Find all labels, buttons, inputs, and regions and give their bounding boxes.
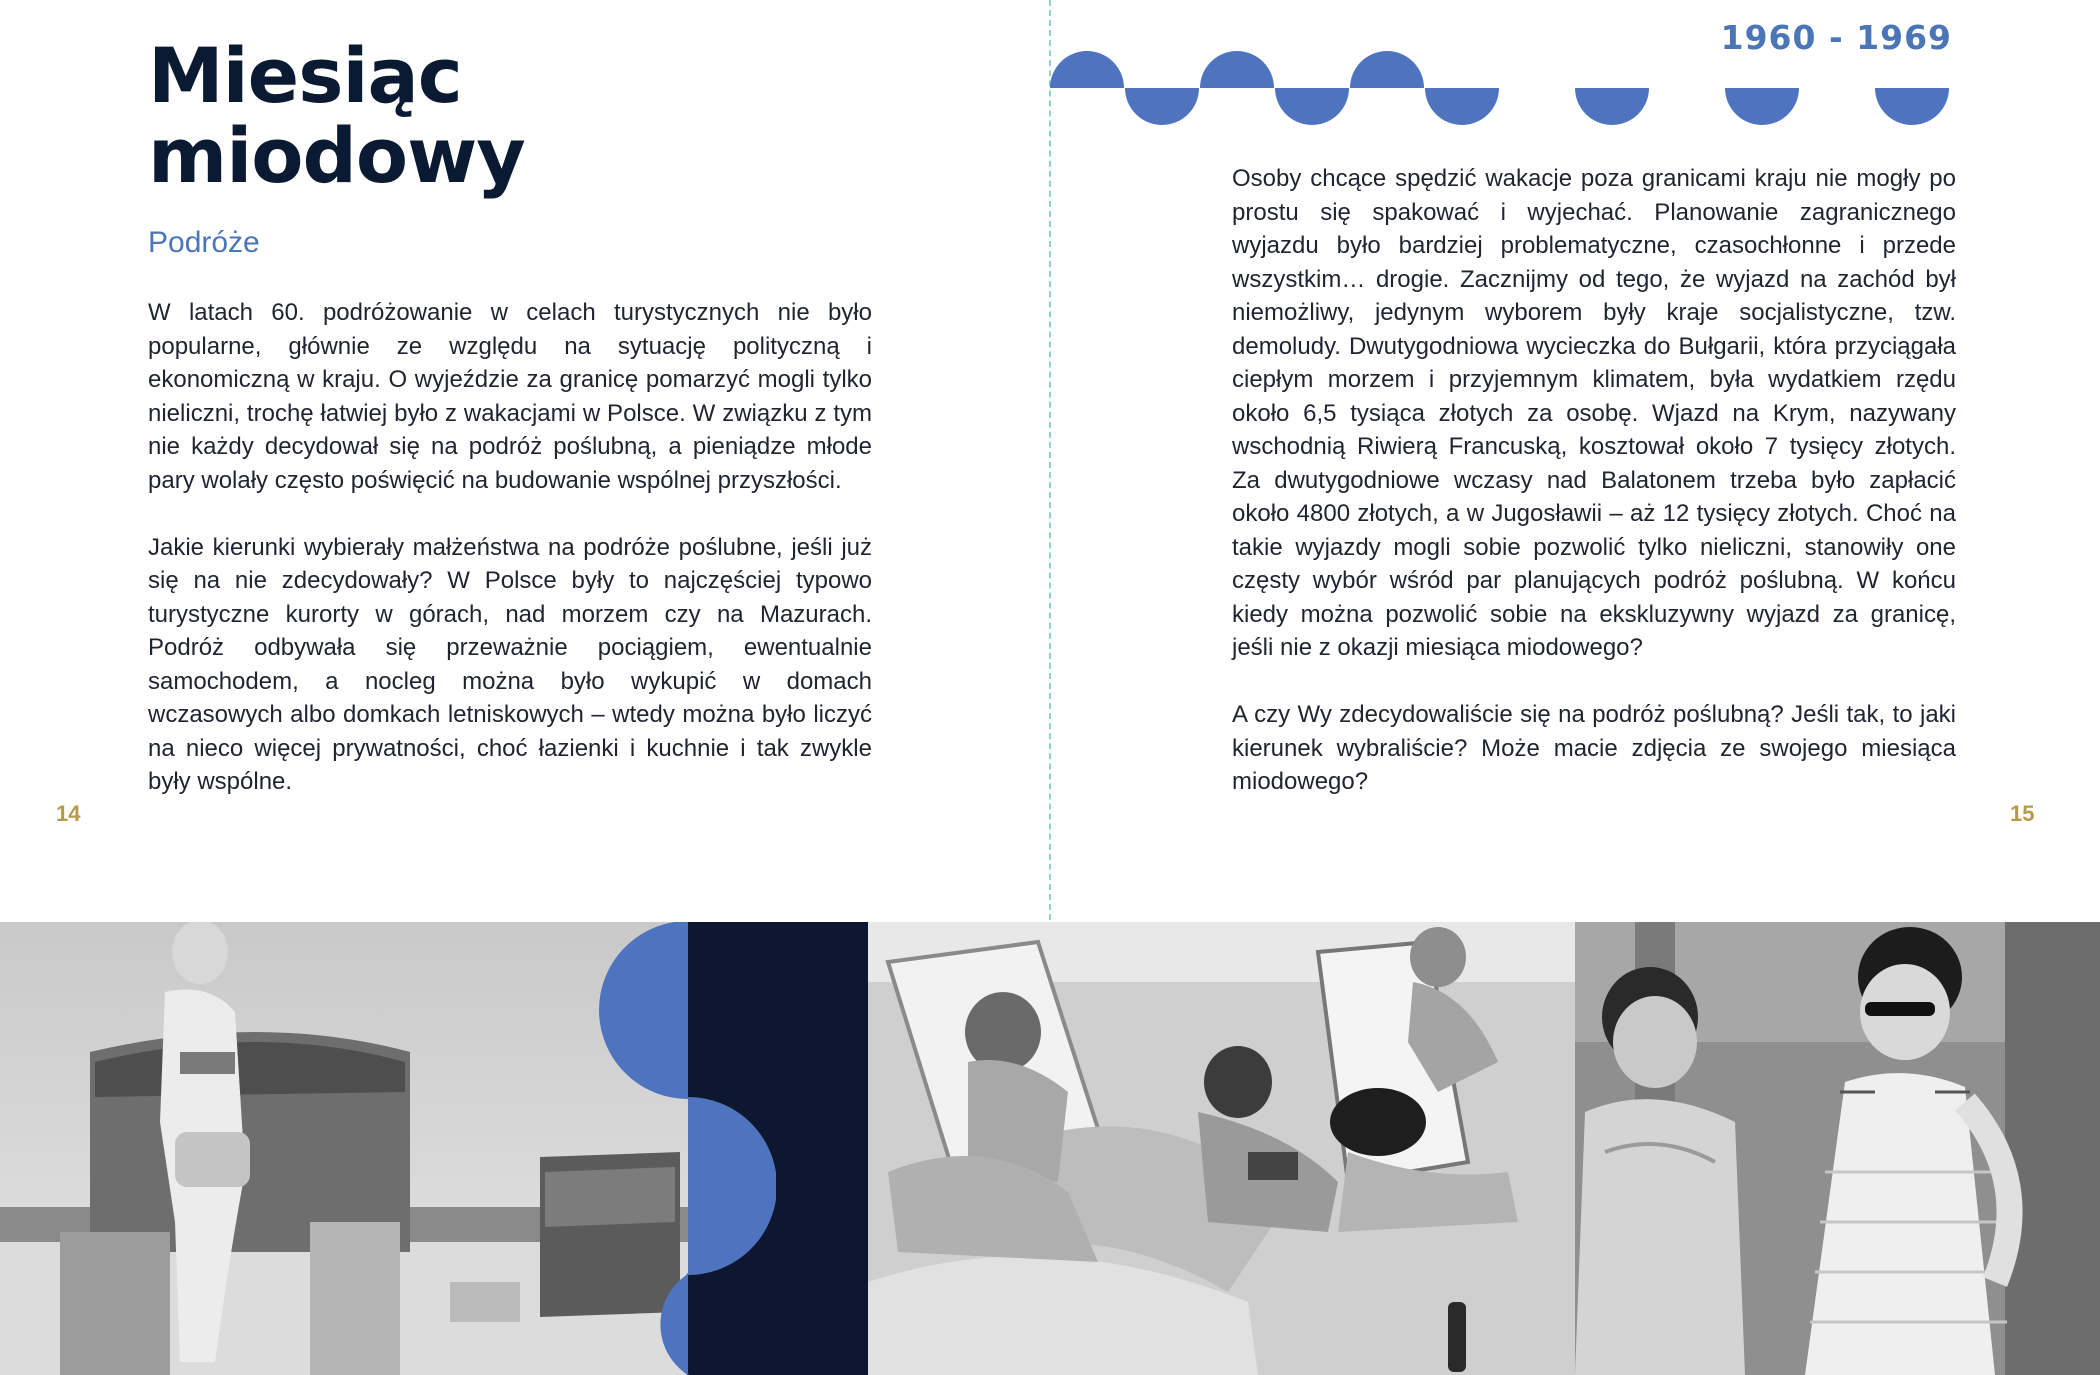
left-paragraph-2: Jakie kierunki wybierały małżeństwa na podróże poślubne, jeśli już się na nie zdecydowały? W Polsce były to najczęściej typowo turystyczne kurorty w górach, nad morzem czy na Mazurach. Podróż odbywała się przeważnie pociągiem, ewentualnie samochodem, a nocleg można było wykupić w domach wczasowych albo domkach letniskowych – wtedy można było liczyć na nieco więcej prywatności, choć łazienki i kuchnie i tak zwykle były wspólne. <box>148 533 872 795</box>
year-range-header: 1960 - 1969 <box>1720 18 1952 57</box>
blue-wave-decoration <box>596 922 776 1375</box>
right-paragraph-1: Osoby chcące spędzić wakacje poza granicami kraju nie mogły po prostu się spakować i wyjechać. Planowanie zagranicznego wyjazdu było bardziej problematyczne, czasochłonne i przede wszystkim… drogie. Zacznijmy od tego, że wyjazd na zachód był niemożliwy, jedynym wyborem były kraje socjalistyczne, tzw. demoludy. Dwutygodniowa wycieczka do Bułgarii, która przyciągała ciepłym morzem i przyjemnym klimatem, była wydatkiem rzędu około 6,5 tysiąca złotych za osobę. Wjazd na Krym, nazywany wschodnią Riwierą Francuską, kosztował około 7 tysięcy złotych. Za dwutygodniowe wczasy nad Balatonem trzeba było zapłacić około 4800 złotych, a w Jugosławii – aż 12 tysięcy złotych. Choć na takie wyjazdy mogli sobie pozwolić tylko nieliczni, stanowiły one częsty wybór wśród par planujących podróż poślubną. W końcu kiedy można pozwolić sobie na ekskluzywny wyjazd za granicę, jeśli nie z okazji miesiąca miodowego? <box>1232 165 1956 661</box>
left-paragraph-1: W latach 60. podróżowanie w celach turystycznych nie było popularne, głównie ze względu na sytuację polityczną i ekonomiczną w kraju. O wyjeździe za granicę pomarzyć mogli tylko nieliczni, trochę łatwiej było z wakacjami w Polsce. W związku z tym nie każdy decydował się na podróż poślubną, a pieniądze młode pary wolały często poświęcić na budowanie wspólnej przyszłości. <box>148 299 872 494</box>
beach-chair-photo <box>0 922 690 1375</box>
couple-on-beach-photo <box>1575 922 2100 1375</box>
left-page <box>0 0 1050 920</box>
right-body-text <box>1232 162 1956 832</box>
left-body-text <box>148 296 872 832</box>
page-number-right: 15 <box>2010 801 2035 826</box>
page-number-left: 14 <box>56 801 81 826</box>
right-paragraph-2: A czy Wy zdecydowaliście się na podróż poślubną? Jeśli tak, to jaki kierunek wybraliście? Może macie zdjęcia ze swojego miesiąca miodowego? <box>1232 701 1956 795</box>
title-line-2: miodowy <box>148 111 525 200</box>
section-subtitle: Podróże <box>148 226 260 259</box>
sunbathers-deckchairs-photo <box>868 922 1575 1375</box>
page-title <box>148 31 525 200</box>
title-line-1: Miesiąc <box>148 31 462 120</box>
